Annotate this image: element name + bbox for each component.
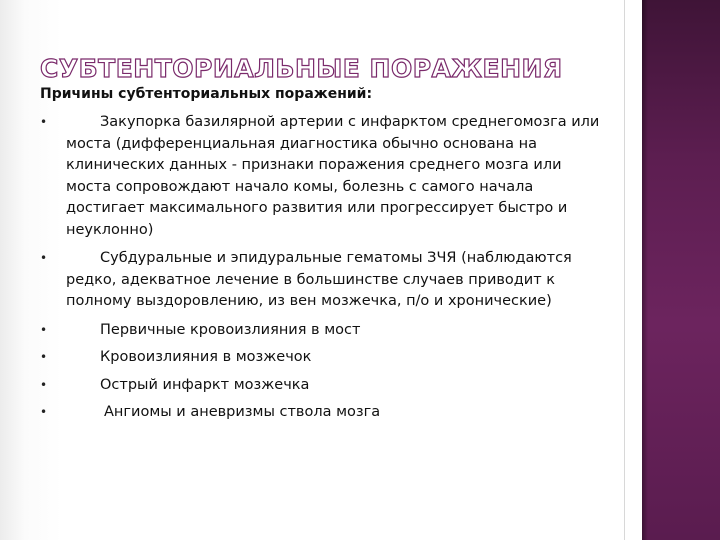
bullet-item-3 xyxy=(40,320,600,342)
bullet-item-6 xyxy=(40,402,600,424)
bullet-marker: • xyxy=(40,377,48,392)
bullet-item-4 xyxy=(40,347,600,369)
bullet-item-1 xyxy=(40,112,600,241)
bullet-text: Закупорка базилярной артерии с инфарктом среднегомозга или моста (дифференциальная диагностика обычно основана на клинических данных - признаки поражения среднего мозга или моста сопровождают начало комы, болезнь с самого начала достигает максимального развития или прогрессирует быстро и неуклонно) xyxy=(66,114,600,238)
bullet-item-2 xyxy=(40,248,600,313)
bullet-marker: • xyxy=(40,405,48,419)
bullet-text: Кровоизлияния в мозжечок xyxy=(100,349,312,365)
bullet-list xyxy=(40,112,600,430)
slide-divider xyxy=(624,0,643,540)
decorative-side-band xyxy=(642,0,720,540)
bullet-text: Ангиомы и аневризмы ствола мозга xyxy=(104,404,381,420)
bullet-marker: • xyxy=(40,251,48,265)
slide-title: СУБТЕНТОРИАЛЬНЫЕ ПОРАЖЕНИЯ xyxy=(40,54,563,83)
slide-subtitle: Причины субтенториальных поражений: xyxy=(40,86,373,102)
bullet-marker: • xyxy=(40,322,48,337)
bullet-text: Первичные кровоизлияния в мост xyxy=(100,321,361,338)
bullet-marker: • xyxy=(40,350,48,364)
bullet-marker: • xyxy=(40,115,48,129)
bullet-text: Субдуральные и эпидуральные гематомы ЗЧЯ (наблюдаются редко, адекватное лечение в большинстве случаев приводит к полному выздоровлению, из вен мозжечка, п/о и хронические) xyxy=(66,250,572,309)
bullet-item-5 xyxy=(40,375,600,397)
bullet-text: Острый инфаркт мозжечка xyxy=(100,376,310,393)
